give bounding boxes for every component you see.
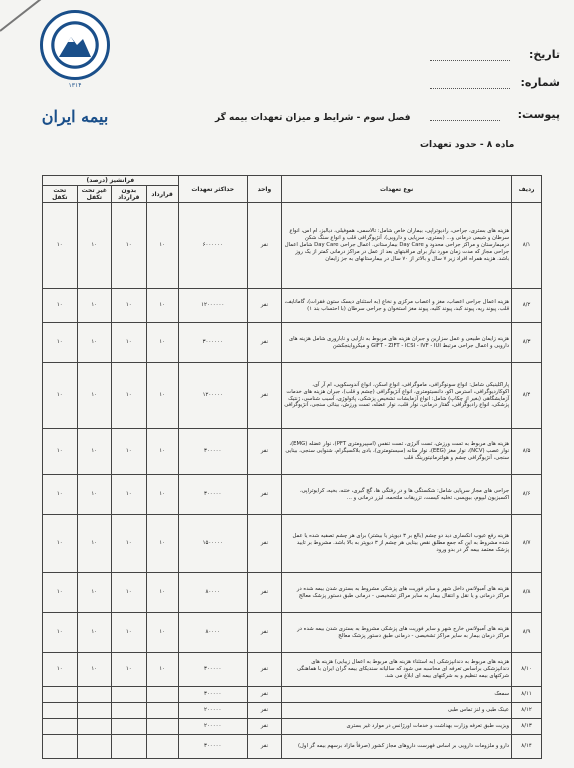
unit-cell: نفر xyxy=(247,203,281,289)
nocontract-franchise xyxy=(112,719,146,735)
max-amount: ۳۰۰۰۰۰ xyxy=(178,735,247,759)
insured-franchise: ۱۰ xyxy=(43,515,78,573)
date-line xyxy=(430,60,510,61)
unit-cell: نفر xyxy=(247,653,281,687)
row-number: ۸/۱۲ xyxy=(512,703,542,719)
col-contract: قرارداد xyxy=(146,186,178,203)
col-row: ردیف xyxy=(512,176,542,203)
nocontract-franchise: ۱۰ xyxy=(112,475,146,515)
contract-franchise: ۱۰ xyxy=(146,573,178,613)
max-amount: ۳۰۰۰۰۰۰ xyxy=(178,323,247,363)
row-number: ۸/۲ xyxy=(512,289,542,323)
unit-cell: نفر xyxy=(247,363,281,429)
supplementary-franchise: ۱۰ xyxy=(77,289,111,323)
table-row xyxy=(43,363,542,429)
seal-year: ۱۳۱۴ xyxy=(68,82,82,89)
insured-franchise xyxy=(43,719,78,735)
insured-franchise: ۱۰ xyxy=(43,289,78,323)
contract-franchise: ۱۰ xyxy=(146,475,178,515)
col-insured: تحت تکفل xyxy=(43,186,78,203)
contract-franchise xyxy=(146,703,178,719)
brand-name: بیمه ایران xyxy=(41,107,109,126)
unit-cell: نفر xyxy=(247,515,281,573)
col-unit: واحد xyxy=(247,176,281,203)
company-logo xyxy=(40,10,110,126)
unit-cell: نفر xyxy=(247,719,281,735)
table-row xyxy=(43,515,542,573)
nocontract-franchise xyxy=(112,703,146,719)
attachment-line xyxy=(430,120,500,121)
contract-franchise: ۱۰ xyxy=(146,653,178,687)
insured-franchise: ۱۰ xyxy=(43,573,78,613)
row-number: ۸/۱۱ xyxy=(512,687,542,703)
max-amount: ۸۰۰۰۰ xyxy=(178,613,247,653)
nocontract-franchise xyxy=(112,735,146,759)
row-number: ۸/۹ xyxy=(512,613,542,653)
unit-cell: نفر xyxy=(247,735,281,759)
nocontract-franchise: ۱۰ xyxy=(112,363,146,429)
mountain-icon xyxy=(57,27,93,63)
contract-franchise: ۱۰ xyxy=(146,613,178,653)
unit-cell: نفر xyxy=(247,687,281,703)
contract-franchise: ۱۰ xyxy=(146,363,178,429)
contract-franchise xyxy=(146,687,178,703)
table-row xyxy=(43,653,542,687)
insured-franchise xyxy=(43,703,78,719)
commitment-description: هزینه های مربوط به تست ورزش، تست آلرژی، تست تنفس (اسپیرومتری PFT)، نوار عضله (EMG)، نوار عصب (NCV)، نوار مغز (EEG)، نوار مثانه (سیستومتری)، بادی بلاکسیگرام، شنوایی سنجی، بینایی سنجی، آنژیوگرافی چشم و هولترمانیتورینگ قلب xyxy=(282,429,512,475)
supplementary-franchise: ۱۰ xyxy=(77,363,111,429)
commitment-description: هزینه اعمال جراحی اعصاب، مغز و اعصاب مرکزی و نخاع (به استثنای دیسک ستون فقرات)، گامانایف، قلب، پیوند ریه، پیوند کبد، پیوند کلیه، پیوند مغز استخوان و جراحی سرطان (با احتساب بند ۱) xyxy=(282,289,512,323)
commitment-description: هزینه های آمبولانس داخل شهر و سایر فوریت های پزشکی مشروط به بستری شدن بیمه شده در مراکز درمانی و یا نقل و انتقال بیمار به سایر مراکز تشخیصی - درمانی طبق دستور پزشک معالج xyxy=(282,573,512,613)
chapter-title: فصل سوم - شرایط و میزان تعهدات بیمه گر xyxy=(215,113,411,123)
unit-cell: نفر xyxy=(247,289,281,323)
commitment-description: هزینه های آمبولانس خارج شهر و سایر فوریت های پزشکی مشروط به بستری شدن بیمه شده در مراکز درمان بیمار به سایر مراکز تشخیصی - درمانی طبق دستور پزشک معالج xyxy=(282,613,512,653)
max-amount: ۸۰۰۰۰ xyxy=(178,573,247,613)
contract-franchise: ۱۰ xyxy=(146,203,178,289)
commitment-description: هزینه زایمان طبیعی و عمل سزارین و جبران هزینه های مربوط به نازایی و ناباروری شامل هزینه های دارویی و اعمال جراحی مرتبط GIFT - ZIFT - ICSI - IVF - IUI و میکرواینجکشن xyxy=(282,323,512,363)
nocontract-franchise: ۱۰ xyxy=(112,323,146,363)
supplementary-franchise: ۱۰ xyxy=(77,613,111,653)
table-row xyxy=(43,573,542,613)
row-number: ۸/۴ xyxy=(512,363,542,429)
contract-franchise: ۱۰ xyxy=(146,515,178,573)
supplementary-franchise: ۱۰ xyxy=(77,653,111,687)
unit-cell: نفر xyxy=(247,613,281,653)
row-number: ۸/۶ xyxy=(512,475,542,515)
max-amount: ۳۰۰۰۰۰ xyxy=(178,687,247,703)
contract-franchise xyxy=(146,719,178,735)
commitment-description: دارو و ملزومات دارویی بر اساس فهرست داروهای مجاز کشور (صرفاً مازاد برسهم بیمه گر اول) xyxy=(282,735,512,759)
company-seal xyxy=(40,10,110,80)
row-number: ۸/۵ xyxy=(512,429,542,475)
nocontract-franchise: ۱۰ xyxy=(112,613,146,653)
contract-franchise: ۱۰ xyxy=(146,289,178,323)
attachment-label: پیوست: xyxy=(517,108,560,121)
max-amount: ۱۲۰۰۰۰۰ xyxy=(178,363,247,429)
nocontract-franchise: ۱۰ xyxy=(112,203,146,289)
table-row xyxy=(43,475,542,515)
nocontract-franchise: ۱۰ xyxy=(112,289,146,323)
unit-cell: نفر xyxy=(247,475,281,515)
supplementary-franchise xyxy=(77,719,111,735)
insured-franchise: ۱۰ xyxy=(43,363,78,429)
max-amount: ۶۰۰۰۰۰۰ xyxy=(178,203,247,289)
contract-franchise: ۱۰ xyxy=(146,429,178,475)
supplementary-franchise xyxy=(77,687,111,703)
commitments-table xyxy=(42,175,542,759)
max-amount: ۱۲۰۰۰۰۰۰ xyxy=(178,289,247,323)
unit-cell: نفر xyxy=(247,573,281,613)
supplementary-franchise: ۱۰ xyxy=(77,323,111,363)
table-row xyxy=(43,735,542,759)
nocontract-franchise: ۱۰ xyxy=(112,653,146,687)
table-row xyxy=(43,429,542,475)
insured-franchise: ۱۰ xyxy=(43,475,78,515)
nocontract-franchise: ۱۰ xyxy=(112,429,146,475)
commitment-description: هزینه های بستری، جراحی، رادیوتراپی، بیماران خاص شامل: تالاسمی، هموفیلی، دیالیز، ام اس، انواع سرطان و شیمی درمانی و... (بستری، سرپایی و دارویی)، آنژیوگرافی قلب و انواع سنگ شکن درمیمارستان و مراکز جراحی محدود و Day Care بیمارستانی. اعمال جراحی Day Care شامل اعمال جراحی مجاز که مدت زمان مورد نیاز برای مراقبتهای بعد از عمل در مراکز درمانی کمتر از یک روز باشد. هزینه همراه افراد زیر ۷ سال و بالاتر از ۷۰ سال در بیمارستانهای به جز زایمان xyxy=(282,203,512,289)
insured-franchise xyxy=(43,687,78,703)
max-amount: ۳۰۰۰۰۰ xyxy=(178,429,247,475)
row-number: ۸/۷ xyxy=(512,515,542,573)
supplementary-franchise xyxy=(77,703,111,719)
table-header-row xyxy=(43,176,542,186)
insured-franchise: ۱۰ xyxy=(43,429,78,475)
insured-franchise: ۱۰ xyxy=(43,653,78,687)
max-amount: ۳۰۰۰۰۰ xyxy=(178,475,247,515)
row-number: ۸/۱۰ xyxy=(512,653,542,687)
row-number: ۸/۱ xyxy=(512,203,542,289)
contract-franchise: ۱۰ xyxy=(146,323,178,363)
insured-franchise: ۱۰ xyxy=(43,203,78,289)
commitment-description: هزینه های مربوط به دندانپزشکی (به استثناء هزینه های مربوط به اعمال زیبایی) هزینه های دندانپزشکی براساس تعرفه ای محاسبه می شود که سالیانه سندیکای بیمه گران ایران با هماهنگی شرکتهای بیمه تنظیم و به شرکتهای بیمه ای ابلاغ می شد. xyxy=(282,653,512,687)
col-supplementary: غیر تحت تکفل xyxy=(77,186,111,203)
unit-cell: نفر xyxy=(247,323,281,363)
max-amount: ۲۰۰۰۰۰ xyxy=(178,703,247,719)
commitment-description: هزینه رفع عیوب انکساری دید دو چشم (بالغ بر ۳ دیوپتر یا بیشتر) برای هر چشم تصفیه شده یا عمل شده مشروط به این که جمع مطلق نقص بینایی هر چشم از ۳ دیوپتر به بالا باشد. مشروط بر تایید پزشک معتمد بیمه گر در بدو ورود xyxy=(282,515,512,573)
supplementary-franchise xyxy=(77,735,111,759)
col-franchise: فرانشیز (درصد) xyxy=(43,176,179,186)
row-number: ۸/۸ xyxy=(512,573,542,613)
supplementary-franchise: ۱۰ xyxy=(77,573,111,613)
insured-franchise xyxy=(43,735,78,759)
commitment-description: عینک طبی و لنز تماس طبی xyxy=(282,703,512,719)
commitment-description: ویزیت طبق تعرفه وزارت بهداشت و خدمات اورژانس در موارد غیر بستری xyxy=(282,719,512,735)
supplementary-franchise: ۱۰ xyxy=(77,203,111,289)
table-row xyxy=(43,613,542,653)
col-max: حداکثر تعهدات xyxy=(178,176,247,203)
number-line xyxy=(430,88,510,89)
date-label: تاریخ: xyxy=(528,48,560,61)
commitment-description: سمعک xyxy=(282,687,512,703)
supplementary-franchise: ۱۰ xyxy=(77,515,111,573)
row-number: ۸/۱۴ xyxy=(512,735,542,759)
table-row xyxy=(43,687,542,703)
max-amount: ۲۰۰۰۰۰ xyxy=(178,719,247,735)
insured-franchise: ۱۰ xyxy=(43,613,78,653)
col-type: نوع تعهدات xyxy=(282,176,512,203)
max-amount: ۱۵۰۰۰۰۰ xyxy=(178,515,247,573)
nocontract-franchise xyxy=(112,687,146,703)
table-row xyxy=(43,703,542,719)
commitment-description: پاراکلینیکی شامل: انواع سونوگرافی، ماموگرافی، انواع اسکن، انواع آندوسکوپی، ام آر آی، اکوکاردیوگرافی، استرس اکو، دانسیتومتری، انواع آنژیوگرافی (چشم و قلب)، جبران هزینه های خدمات آزمایشگاهی (بغیر از چکاپ) شامل: انواع آزمایشات تشخیص پزشکی، پاتولوژی، آسیب شناسی، ژنتیک پزشکی، انواع رادیوگرافی، گفتار درمانی، نوار قلب، نوار عضله، تست ورزش، بینائی سنجی، آنژیوگرافی xyxy=(282,363,512,429)
unit-cell: نفر xyxy=(247,703,281,719)
unit-cell: نفر xyxy=(247,429,281,475)
supplementary-franchise: ۱۰ xyxy=(77,429,111,475)
number-label: شماره: xyxy=(520,76,560,89)
article-title: ماده ۸ - حدود تعهدات xyxy=(420,140,515,150)
contract-franchise xyxy=(146,735,178,759)
table-row xyxy=(43,323,542,363)
supplementary-franchise: ۱۰ xyxy=(77,475,111,515)
max-amount: ۳۰۰۰۰۰ xyxy=(178,653,247,687)
col-nocontract: بدون قرارداد xyxy=(112,186,146,203)
insured-franchise: ۱۰ xyxy=(43,323,78,363)
nocontract-franchise: ۱۰ xyxy=(112,573,146,613)
row-number: ۸/۱۳ xyxy=(512,719,542,735)
row-number: ۸/۳ xyxy=(512,323,542,363)
nocontract-franchise: ۱۰ xyxy=(112,515,146,573)
commitment-description: جراحی های مجاز سرپایی شامل: شکستگی ها و در رفتگی ها، گچ گیری، ختنه، بخیه، کرایوتراپی، اکسیزیون لیپوم، بیوپسی، تخلیه کیست، تزریقات ملتحمه، لیزر درمانی و ... xyxy=(282,475,512,515)
table-row xyxy=(43,719,542,735)
table-row xyxy=(43,203,542,289)
table-row xyxy=(43,289,542,323)
